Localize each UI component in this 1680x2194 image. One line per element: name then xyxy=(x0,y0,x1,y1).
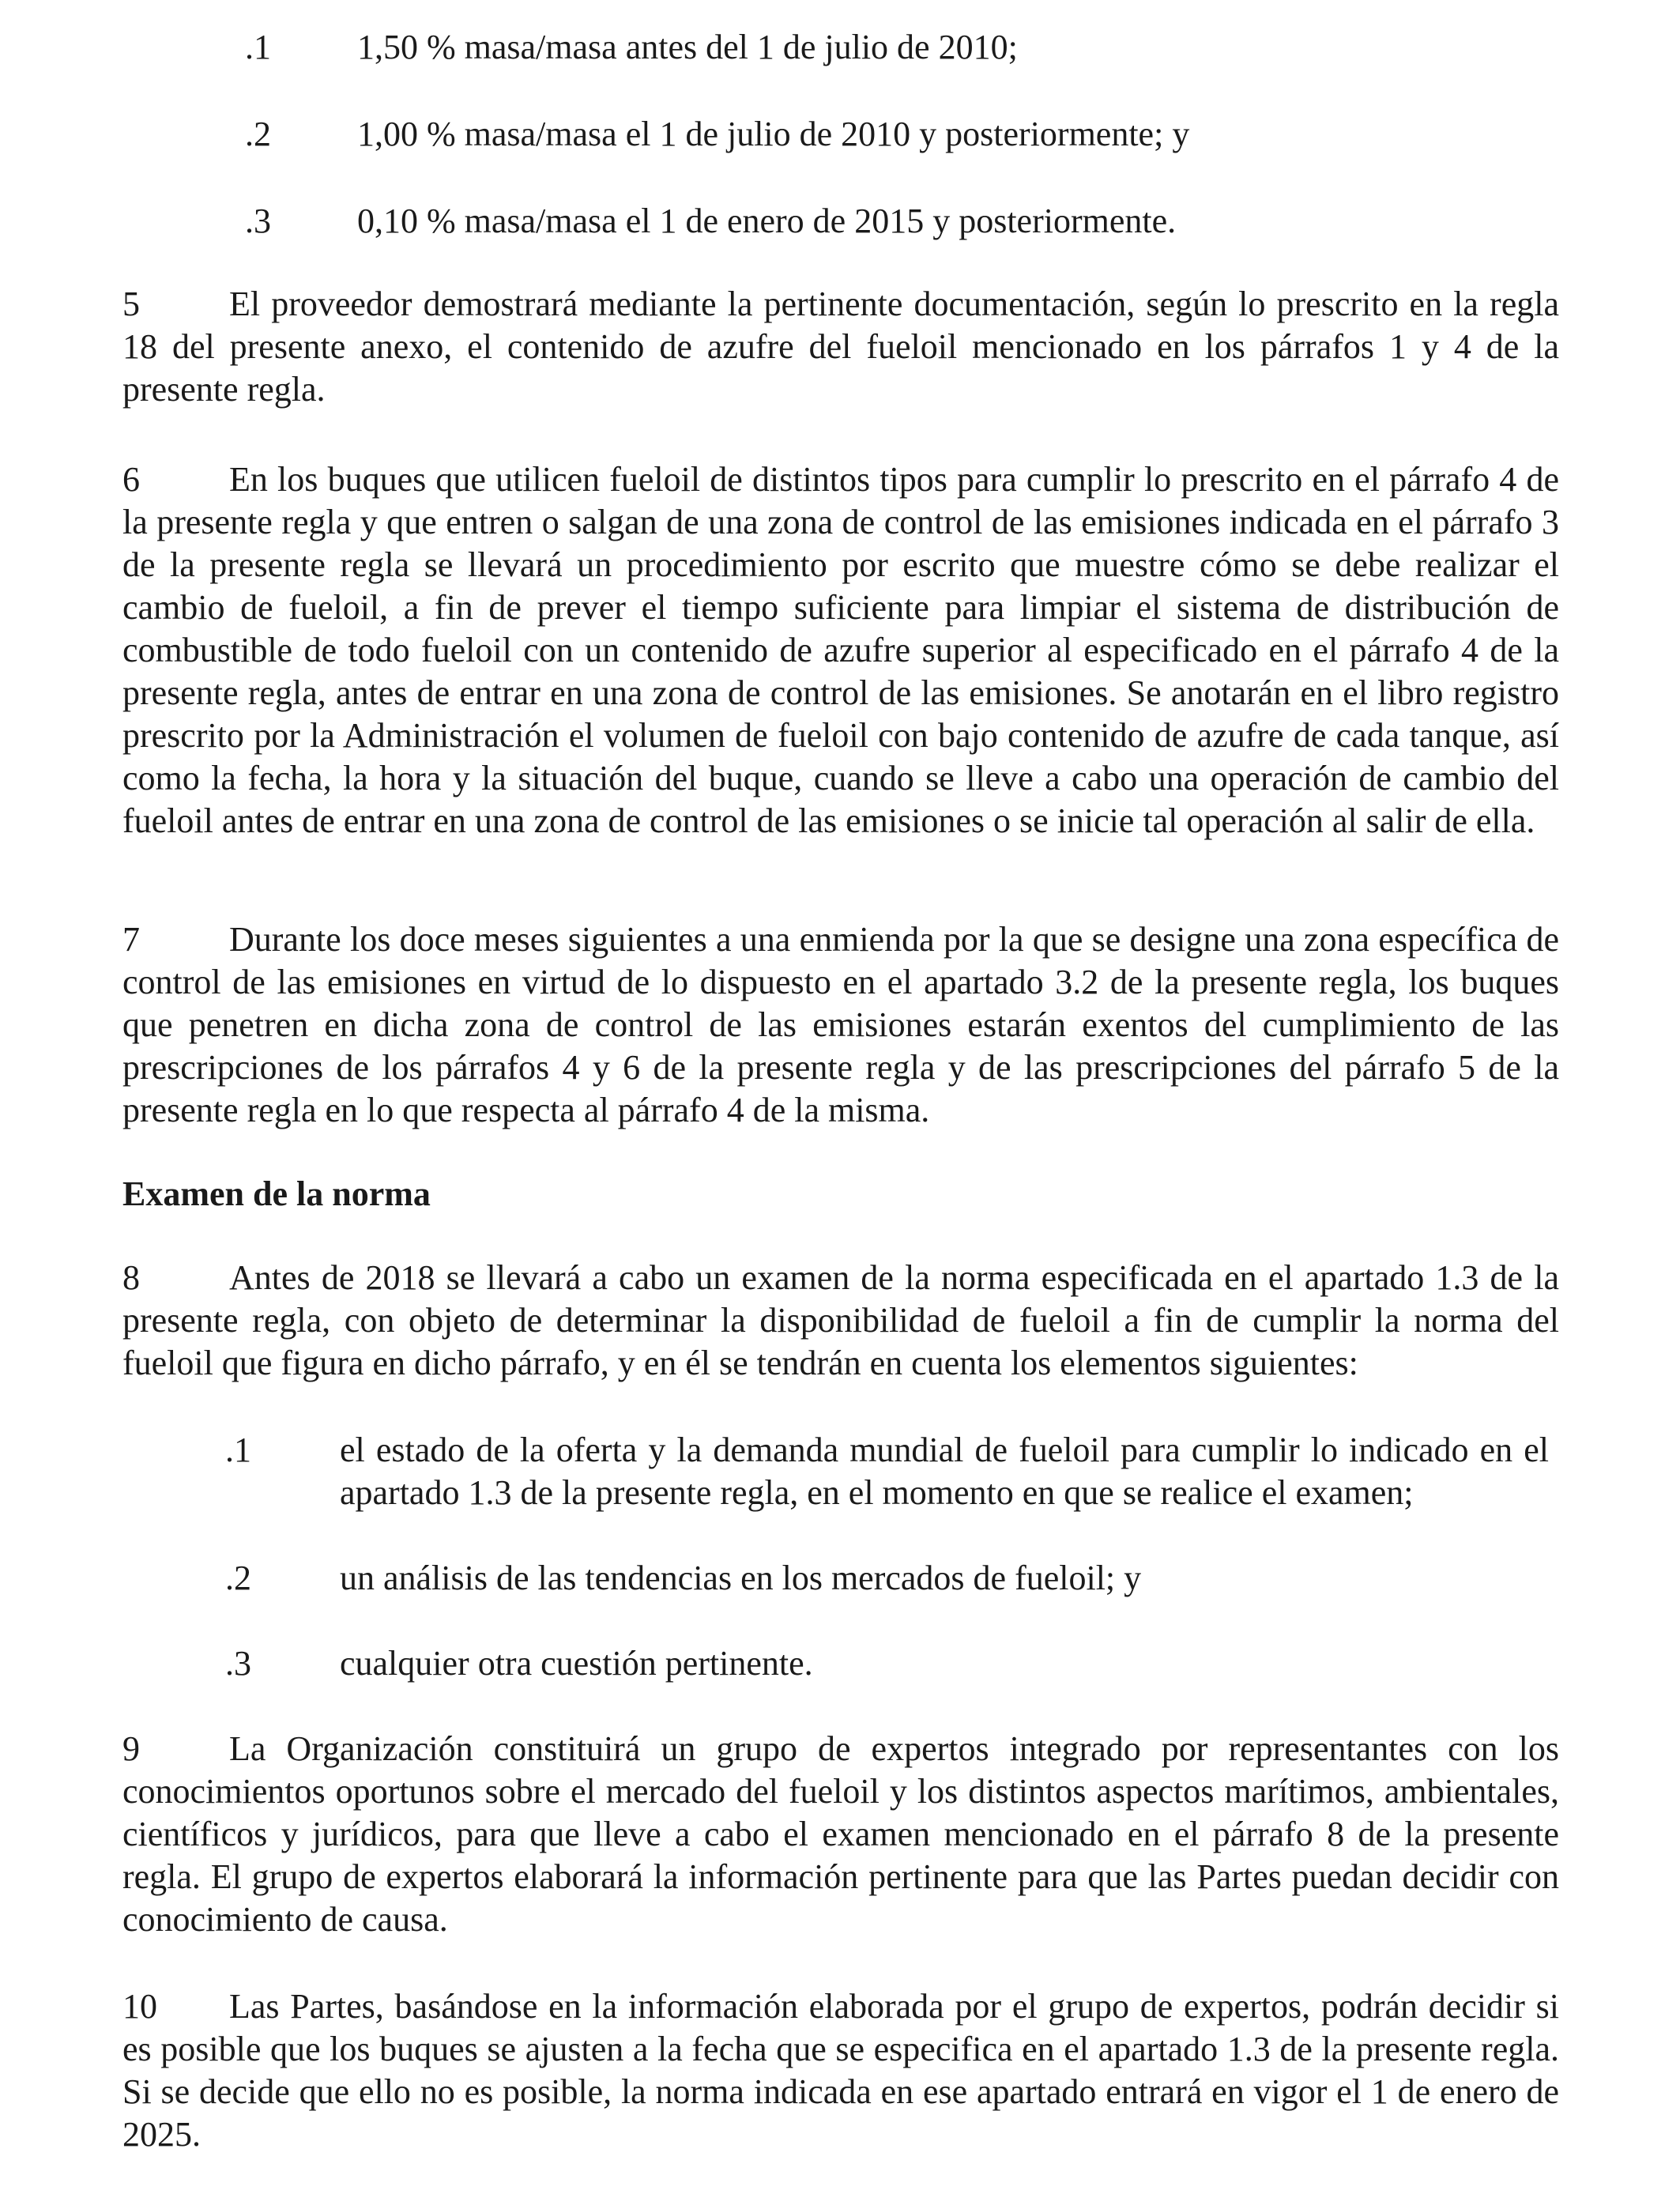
paragraph-text: La Organización constituirá un grupo de expertos integrado por representantes con los conocimientos oportunos sobre el mercado del fueloil y los distintos aspectos marítimos, ambientales, científicos y jurídicos, para que lleve a cabo el examen mencionado en el párrafo 8 de la presente regla. El grupo de expertos elaborará la información pertinente para que las Partes puedan decidir con conocimiento de causa. xyxy=(122,1729,1559,1939)
paragraph-6 xyxy=(122,458,1559,843)
paragraph-text: Antes de 2018 se llevará a cabo un examen de la norma especificada en el apartado 1.3 de la presente regla, con objeto de determinar la disponibilidad de fueloil a fin de cumplir la norma del fueloil que figura en dicho párrafo, y en él se tendrán en cuenta los elementos siguientes: xyxy=(122,1258,1559,1382)
paragraph-number: 10 xyxy=(122,1987,157,2026)
list-item-text: 1,00 % masa/masa el 1 de julio de 2010 y posteriormente; y xyxy=(357,115,1190,153)
paragraph-9 xyxy=(122,1728,1559,1941)
list-item-text: 1,50 % masa/masa antes del 1 de julio de 2010; xyxy=(357,28,1018,66)
paragraph-5 xyxy=(122,283,1559,411)
list-item-text: 0,10 % masa/masa el 1 de enero de 2015 y posteriormente. xyxy=(357,202,1177,240)
list-item-number: .2 xyxy=(245,115,271,153)
section-heading: Examen de la norma xyxy=(122,1174,431,1213)
paragraph-number: 7 xyxy=(122,920,140,959)
paragraph-number: 6 xyxy=(122,460,140,499)
paragraph-text: El proveedor demostrará mediante la pertinente documentación, según lo prescrito en la regla 18 del presente anexo, el contenido de azufre del fueloil mencionado en los párrafos 1 y 4 de la presente regla. xyxy=(122,285,1559,409)
list-item-number: .3 xyxy=(245,202,271,240)
list-item-number: .1 xyxy=(245,28,271,66)
paragraph-7 xyxy=(122,918,1559,1132)
paragraph-number: 8 xyxy=(122,1258,140,1297)
list-item-text: un análisis de las tendencias en los mercados de fueloil; y xyxy=(340,1559,1142,1597)
paragraph-text: En los buques que utilicen fueloil de distintos tipos para cumplir lo prescrito en el párrafo 4 de la presente regla y que entren o salgan de una zona de control de las emisiones indicada en el párrafo 3 de la presente regla se llevará un procedimiento por escrito que muestre cómo se debe realizar el cambio de fueloil, a fin de prever el tiempo suficiente para limpiar el sistema de distribución de combustible de todo fueloil con un contenido de azufre superior al especificado en el párrafo 4 de la presente regla, antes de entrar en una zona de control de las emisiones. Se anotarán en el libro registro prescrito por la Administración el volumen de fueloil con bajo contenido de azufre de cada tanque, así como la fecha, la hora y la situación del buque, cuando se lleve a cabo una operación de cambio del fueloil antes de entrar en una zona de control de las emisiones o se inicie tal operación al salir de ella. xyxy=(122,460,1559,840)
paragraph-10 xyxy=(122,1985,1559,2156)
paragraph-number: 9 xyxy=(122,1729,140,1768)
paragraph-number: 5 xyxy=(122,285,140,323)
list-item-number: .1 xyxy=(225,1431,251,1469)
paragraph-8 xyxy=(122,1257,1559,1385)
list-item-number: .3 xyxy=(225,1644,251,1683)
paragraph-text: Las Partes, basándose en la información elaborada por el grupo de expertos, podrán decidir si es posible que los buques se ajusten a la fecha que se especifica en el apartado 1.3 de la presente regla. Si se decide que ello no es posible, la norma indicada en ese apartado entrará en vigor el 1 de enero de 2025. xyxy=(122,1987,1559,2154)
list-item-text: cualquier otra cuestión pertinente. xyxy=(340,1644,813,1683)
paragraph-text: Durante los doce meses siguientes a una enmienda por la que se designe una zona específica de control de las emisiones en virtud de lo dispuesto en el apartado 3.2 de la presente regla, los buques que penetren en dicha zona de control de las emisiones estarán exentos del cumplimiento de las prescripciones de los párrafos 4 y 6 de la presente regla y de las prescripciones del párrafo 5 de la presente regla en lo que respecta al párrafo 4 de la misma. xyxy=(122,920,1559,1129)
list-item-number: .2 xyxy=(225,1559,251,1597)
list-item-text: el estado de la oferta y la demanda mundial de fueloil para cumplir lo indicado en el apartado 1.3 de la presente regla, en el momento en que se realice el examen; xyxy=(340,1431,1549,1512)
